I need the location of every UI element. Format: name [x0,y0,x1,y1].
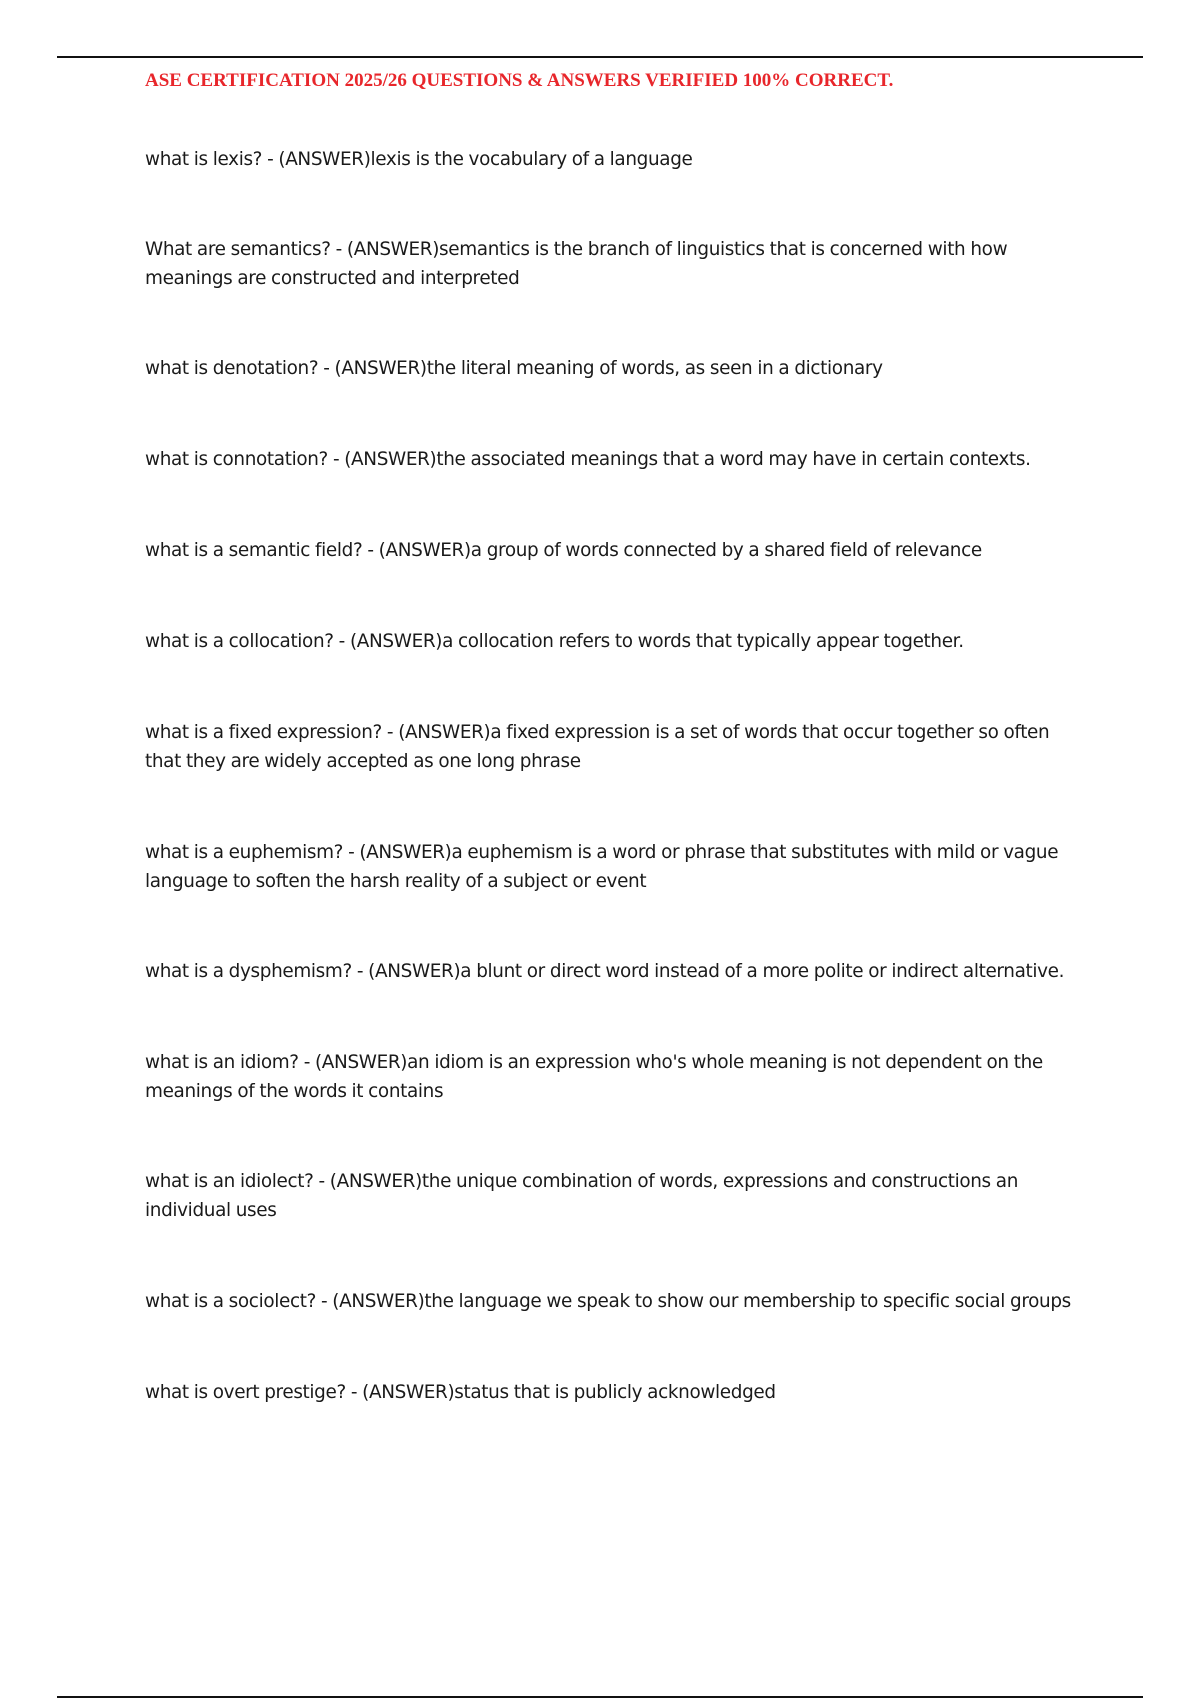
qa-item-fixed-expression [145,718,1105,776]
qa-item-collocation [145,627,1105,656]
qa-line: meanings of the words it contains [145,1081,444,1102]
qa-line: what is a collocation? - (ANSWER)a collocation refers to words that typically appear together. [145,631,964,652]
qa-item-lexis [145,145,1105,174]
qa-line: meanings are constructed and interpreted [145,268,520,289]
qa-item-semantic-field [145,536,1105,565]
qa-item-euphemism [145,838,1105,896]
qa-item-idiolect [145,1167,1105,1225]
qa-item-overt-prestige [145,1378,1105,1407]
qa-line: what is denotation? - (ANSWER)the literal meaning of words, as seen in a dictionary [145,358,883,379]
qa-line: what is an idiolect? - (ANSWER)the unique combination of words, expressions and constructions an [145,1171,1018,1192]
qa-line: what is lexis? - (ANSWER)lexis is the vocabulary of a language [145,149,693,170]
qa-item-connotation [145,445,1105,474]
qa-line: that they are widely accepted as one long phrase [145,751,581,772]
qa-line: what is a dysphemism? - (ANSWER)a blunt or direct word instead of a more polite or indirect alternative. [145,961,1065,982]
qa-line: what is connotation? - (ANSWER)the associated meanings that a word may have in certain contexts. [145,449,1031,470]
qa-item-dysphemism [145,957,1105,986]
qa-line: what is a sociolect? - (ANSWER)the language we speak to show our membership to specific social groups [145,1291,1071,1312]
qa-line: what is an idiom? - (ANSWER)an idiom is an expression who's whole meaning is not dependent on the [145,1052,1043,1073]
qa-line: What are semantics? - (ANSWER)semantics is the branch of linguistics that is concerned with how [145,239,1008,260]
qa-line: individual uses [145,1200,277,1221]
qa-line: language to soften the harsh reality of a subject or event [145,871,647,892]
footer-divider [57,1696,1143,1698]
qa-line: what is a semantic field? - (ANSWER)a group of words connected by a shared field of relevance [145,540,982,561]
document-title: ASE CERTIFICATION 2025/26 QUESTIONS & ANSWERS VERIFIED 100% CORRECT. [145,70,894,91]
qa-line: what is a euphemism? - (ANSWER)a euphemism is a word or phrase that substitutes with mild or vague [145,842,1059,863]
qa-item-sociolect [145,1287,1105,1316]
header-divider [57,56,1143,58]
qa-line: what is overt prestige? - (ANSWER)status that is publicly acknowledged [145,1382,776,1403]
qa-item-denotation [145,354,1105,383]
qa-item-idiom [145,1048,1105,1106]
qa-line: what is a fixed expression? - (ANSWER)a fixed expression is a set of words that occur together so often [145,722,1050,743]
qa-item-semantics [145,235,1105,293]
